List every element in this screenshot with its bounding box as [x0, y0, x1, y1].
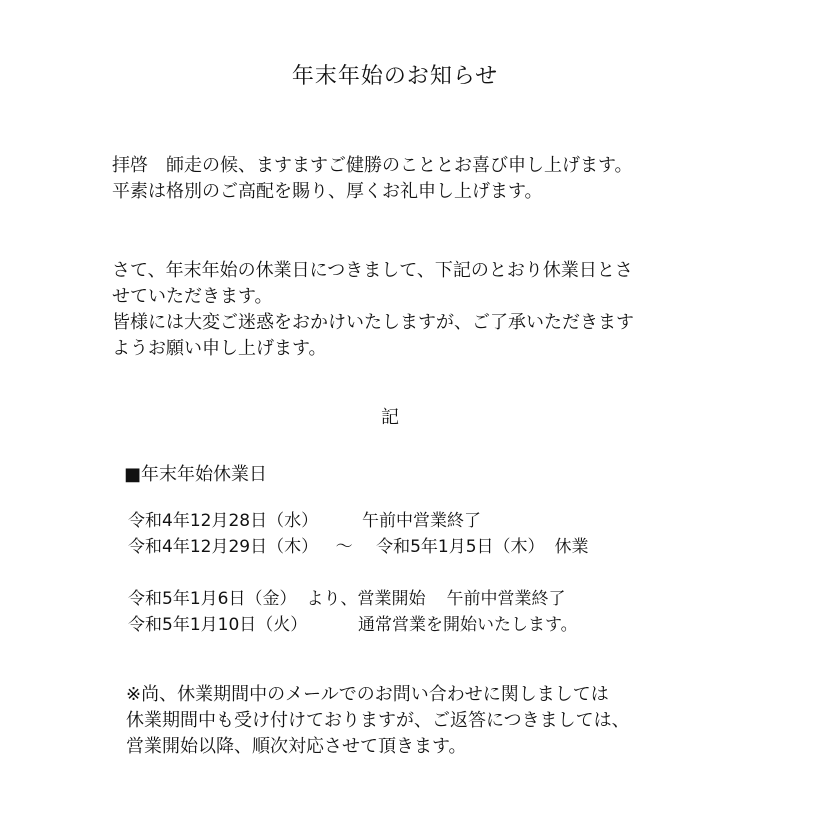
body-line: さて、年末年始の休業日につきまして、下記のとおり休業日とさ [112, 260, 633, 281]
note-line: 休業期間中も受け付けておりますが、ご返答につきましては、 [126, 710, 630, 731]
schedule-block [128, 508, 589, 560]
body-line: ようお願い申し上げます。 [112, 338, 327, 359]
greeting-line: 平素は格別のご高配を賜り、厚くお礼申し上げます。 [112, 181, 543, 202]
schedule-date: 令和5年1月10日（火） [128, 615, 308, 635]
schedule-date: 令和4年12月28日（水） [128, 511, 319, 531]
schedule-row [128, 534, 589, 560]
schedule-detail: 午前中営業終了 [446, 589, 566, 609]
schedule-row [128, 508, 589, 534]
note-line: 営業開始以降、順次対応させて頂きます。 [126, 736, 467, 757]
note-line: ※尚、休業期間中のメールでのお問い合わせに関しましては [126, 684, 609, 705]
schedule-date: 令和4年12月29日（木） [128, 537, 319, 557]
schedule-row [128, 586, 578, 612]
schedule-date: 令和5年1月6日（金） [128, 589, 297, 609]
greeting-paragraph [112, 153, 633, 205]
body-line: せていただきます。 [112, 286, 273, 307]
body-line: 皆様には大変ご迷惑をおかけいたしますが、ご了承いただきます [112, 312, 634, 333]
section-heading: ■年末年始休業日 [124, 464, 268, 485]
schedule-detail: 午前中営業終了 [362, 511, 481, 531]
greeting-line: 拝啓 師走の候、ますますご健勝のこととお喜び申し上げます。 [112, 155, 633, 176]
schedule-separator: ～ [335, 537, 353, 557]
schedule-row [128, 612, 578, 638]
ki-marker: 記 [381, 407, 399, 428]
body-paragraph [112, 258, 634, 362]
note-paragraph [126, 682, 630, 760]
schedule-mid: より、営業開始 [306, 589, 426, 609]
schedule-block [128, 586, 578, 638]
notice-title: 年末年始のお知らせ [291, 64, 499, 89]
schedule-detail: 休業 [554, 537, 589, 557]
schedule-end-date: 令和5年1月5日（木） [376, 537, 545, 557]
schedule-detail: 通常営業を開始いたします。 [358, 615, 578, 635]
